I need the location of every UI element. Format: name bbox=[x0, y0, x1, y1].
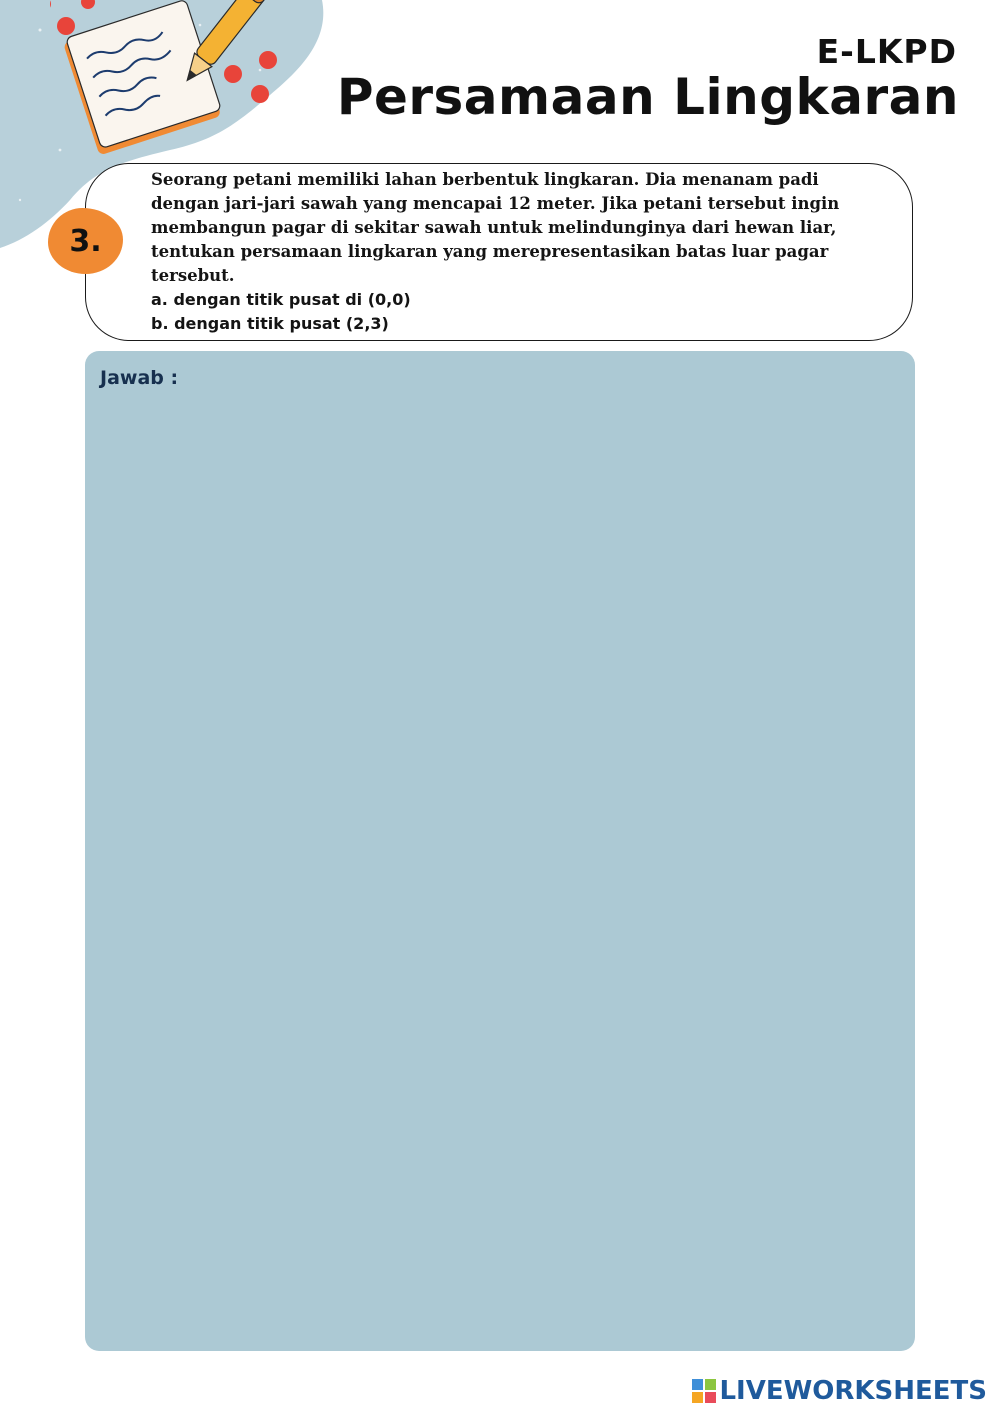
question-line: Seorang petani memiliki lahan berbentuk lingkaran. Dia menanam padi bbox=[151, 170, 819, 189]
liveworksheets-logo[interactable] bbox=[692, 1376, 987, 1406]
worksheet-subtitle: E-LKPD bbox=[816, 32, 957, 71]
answer-label: Jawab : bbox=[100, 367, 179, 389]
option-a: a. dengan titik pusat di (0,0) bbox=[151, 290, 411, 309]
question-line: dengan jari-jari sawah yang mencapai 12 meter. Jika petani tersebut ingin bbox=[151, 194, 840, 213]
question-number: 3. bbox=[69, 223, 102, 259]
question-text bbox=[151, 168, 891, 336]
option-b: b. dengan titik pusat (2,3) bbox=[151, 314, 389, 333]
question-line: tentukan persamaan lingkaran yang merepresentasikan batas luar pagar bbox=[151, 242, 829, 261]
question-line: tersebut. bbox=[151, 266, 235, 285]
page-title: Persamaan Lingkaran bbox=[336, 68, 959, 126]
answer-input-area[interactable] bbox=[85, 351, 915, 1351]
notebook-pen-icon bbox=[50, 0, 290, 165]
liveworksheets-icon bbox=[692, 1379, 716, 1403]
question-line: membangun pagar di sekitar sawah untuk melindunginya dari hewan liar, bbox=[151, 218, 837, 237]
question-number-badge bbox=[48, 208, 123, 274]
brand-name: LIVEWORKSHEETS bbox=[719, 1376, 987, 1406]
